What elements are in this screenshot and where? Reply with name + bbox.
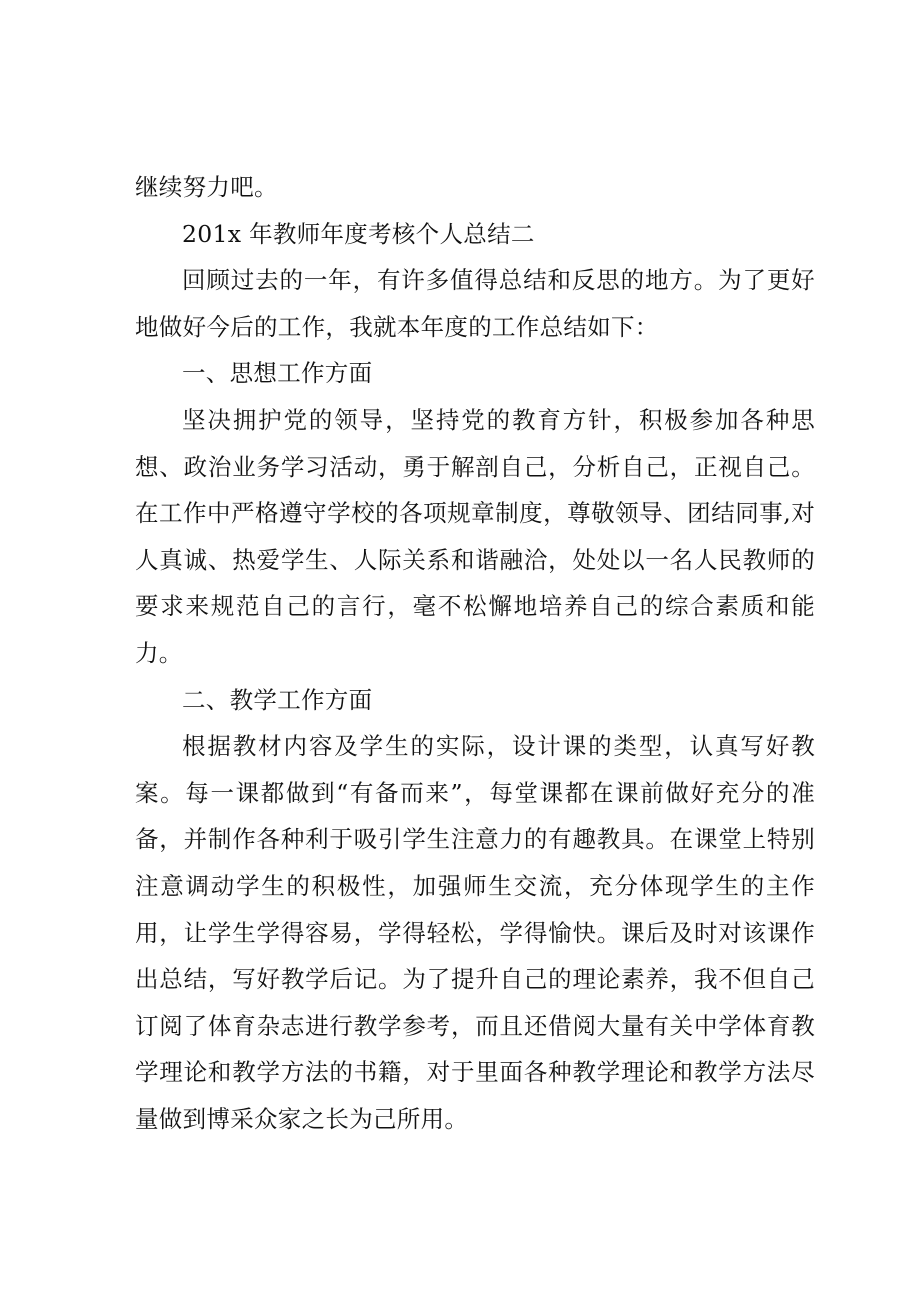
paragraph-closing-line: 继续努力吧。 <box>135 173 278 201</box>
heading-ideology: 一、思想工作方面 <box>182 359 373 388</box>
paragraph-intro: 回顾过去的一年，有许多值得总结和反思的地方。为了更好地做好今后的工作，我就本年度的工作总结如下： <box>135 266 815 341</box>
paragraph-teaching: 根据教材内容及学生的实际，设计课的类型，认真写好教案。每一课都做到“有备而来”，每堂课都在课前做好充分的准备，并制作各种利于吸引学生注意力的有趣教具。在课堂上特别注意调动学生的积极性，加强师生交流，充分体现学生的主作用，让学生学得容易，学得轻松，学得愉快。课后及时对该课作出总结，写好教学后记。为了提升自己的理论素养，我不但自己订阅了体育杂志进行教学参考，而且还借阅大量有关中学体育教学理论和教学方法的书籍，对于里面各种教学理论和教学方法尽量做到博采众家之长为己所用。 <box>135 732 815 1133</box>
paragraph-ideology: 坚决拥护党的领导，坚持党的教育方针，积极参加各种思想、政治业务学习活动，勇于解剖自己，分析自己，正视自己。在工作中严格遵守学校的各项规章制度，尊敬领导、团结同事,对人真诚、热爱学生、人际关系和谐融洽，处处以一名人民教师的要求来规范自己的言行，毫不松懈地培养自己的综合素质和能力。 <box>135 405 815 667</box>
section-title: 201x 年教师年度考核个人总结二 <box>182 219 535 248</box>
heading-teaching: 二、教学工作方面 <box>182 685 373 714</box>
document-body <box>135 164 815 1142</box>
